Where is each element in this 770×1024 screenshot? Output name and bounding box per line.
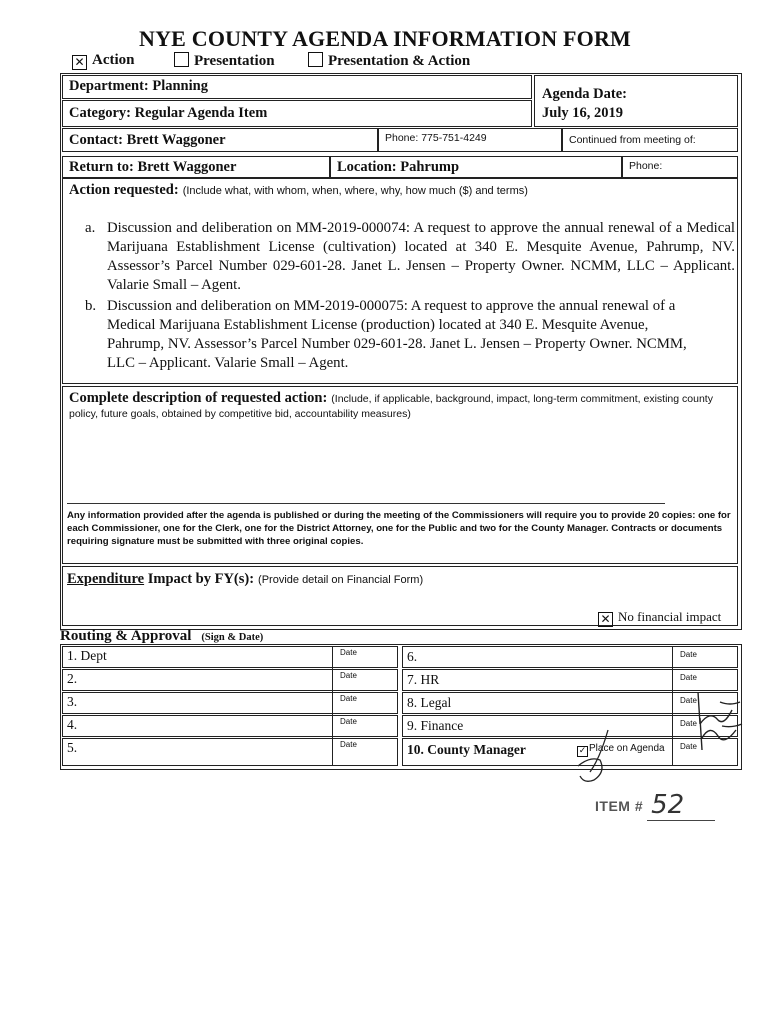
expenditure-cell: Expenditure Impact by FY(s): (Provide detail on Financial Form) ✕ No financial impact [62, 566, 738, 626]
route-label: 2. [67, 671, 78, 686]
item-text: Discussion and deliberation on MM-2019-000074: A request to approve the annual renewal of a Medical Marijuana Establishment License (cultivation) located at 340 E. Mesquite Avenue, Pahrump, NV. Assessor’s Parcel Number 029-601-28. Janet L. Jensen – Property Owner. NCMM, LLC – Applicant. Valarie Small – Agent. [107, 220, 735, 293]
presentation-action-checkbox[interactable] [308, 52, 323, 67]
list-item [85, 219, 735, 295]
routing-hint: (Sign & Date) [201, 632, 264, 643]
category: Category: Regular Agenda Item [69, 105, 268, 121]
item-letter: a. [85, 220, 96, 236]
presentation-checkbox[interactable] [174, 52, 189, 67]
item-number: 52 [647, 790, 715, 821]
category-cell [62, 100, 532, 127]
route-label: 3. [67, 694, 78, 709]
place-on-agenda[interactable]: ✓ Place on Agenda [578, 743, 665, 756]
return-cell [62, 156, 330, 178]
date-label: Date [340, 694, 357, 703]
return-to: Return to: Brett Waggoner [69, 159, 237, 175]
complete-description-label: Complete description of requested action: [69, 390, 328, 406]
no-financial-impact[interactable]: ✕ No financial impact [598, 609, 721, 627]
column-divider [332, 646, 333, 766]
phone2-cell [622, 156, 738, 178]
option-presentation[interactable]: Presentation [174, 52, 275, 70]
routing-label: Routing & Approval [60, 628, 192, 644]
item-letter: b. [85, 298, 97, 314]
expenditure-label: Expenditure [67, 571, 145, 587]
form-title: NYE COUNTY AGENDA INFORMATION FORM [138, 26, 632, 51]
location-cell [330, 156, 622, 178]
contact-cell [62, 128, 378, 152]
department: Department: Planning [69, 78, 208, 94]
date-label: Date [340, 717, 357, 726]
date-label: Date [680, 650, 697, 659]
location: Location: Pahrump [337, 159, 460, 175]
option-presentation-action[interactable]: Presentation & Action [308, 52, 470, 70]
route-label: 7. HR [407, 672, 440, 687]
item-label: ITEM # [595, 798, 644, 814]
continued-from: Continued from meeting of: [569, 134, 696, 146]
signature-marks [560, 680, 750, 790]
place-on-agenda-checkbox[interactable]: ✓ [578, 746, 587, 756]
phone: Phone: 775-751-4249 [385, 132, 487, 144]
action-checkbox[interactable]: ✕ [72, 55, 87, 70]
type-options [72, 52, 672, 72]
option-action[interactable]: ✕ Action [72, 52, 135, 70]
route-label: 10. County Manager [407, 742, 526, 757]
action-requested-hint: (Include what, with whom, when, where, why, how much ($) and terms) [182, 185, 528, 197]
date-label: Date [680, 719, 697, 728]
list-item [85, 297, 705, 373]
no-financial-impact-checkbox[interactable]: ✕ [598, 612, 613, 627]
date-label: Date [340, 648, 357, 657]
agenda-date-cell [534, 75, 738, 127]
phone-cell [378, 128, 562, 152]
item-text: Discussion and deliberation on MM-2019-000075: A request to approve the annual renewal of a Medical Marijuana Establishment License (production) located at 340 E. Mesquite Avenue, Pahrump, NV. Assessor’s Parcel Number 029-601-28. Janet L. Jensen – Property Owner. NCMM, LLC – Applicant. Valarie Small – Agent. [107, 298, 687, 371]
department-cell [62, 75, 532, 99]
route-label: 5. [67, 740, 78, 755]
date-label: Date [680, 742, 697, 751]
continued-cell [562, 128, 738, 152]
route-label: 9. Finance [407, 718, 464, 733]
expenditure-hint: (Provide detail on Financial Form) [258, 574, 424, 586]
route-label: 8. Legal [407, 695, 452, 710]
date-label: Date [340, 671, 357, 680]
contact: Contact: Brett Waggoner [69, 132, 226, 148]
notice: Any information provided after the agenda is published or during the meeting of the Commissioners will require you to provide 20 copies: one for each Commissioner, one for the Clerk, one for the District Attorney, one for the Public and two for the County Manager. Contracts or documents requiring signature must be submitted with three original copies. [67, 510, 731, 547]
complete-description-hint: (Include, if applicable, background, impact, long-term commitment, existing county policy, future goals, obtained by competitive bid, accountability measures) [69, 393, 713, 420]
route-label: 1. Dept [67, 648, 107, 663]
route-label: 4. [67, 717, 78, 732]
agenda-date: July 16, 2019 [542, 105, 623, 121]
complete-description-cell [62, 386, 738, 564]
item-number-block [595, 790, 715, 821]
date-label: Date [340, 740, 357, 749]
route-label: 6. [407, 649, 418, 664]
action-requested-cell [62, 178, 738, 384]
phone2-label: Phone: [629, 160, 663, 172]
notice-divider [67, 503, 665, 504]
date-label: Date [680, 673, 697, 682]
date-label: Date [680, 696, 697, 705]
action-requested-label: Action requested: [69, 182, 179, 198]
agenda-date-label: Agenda Date: [542, 86, 627, 102]
